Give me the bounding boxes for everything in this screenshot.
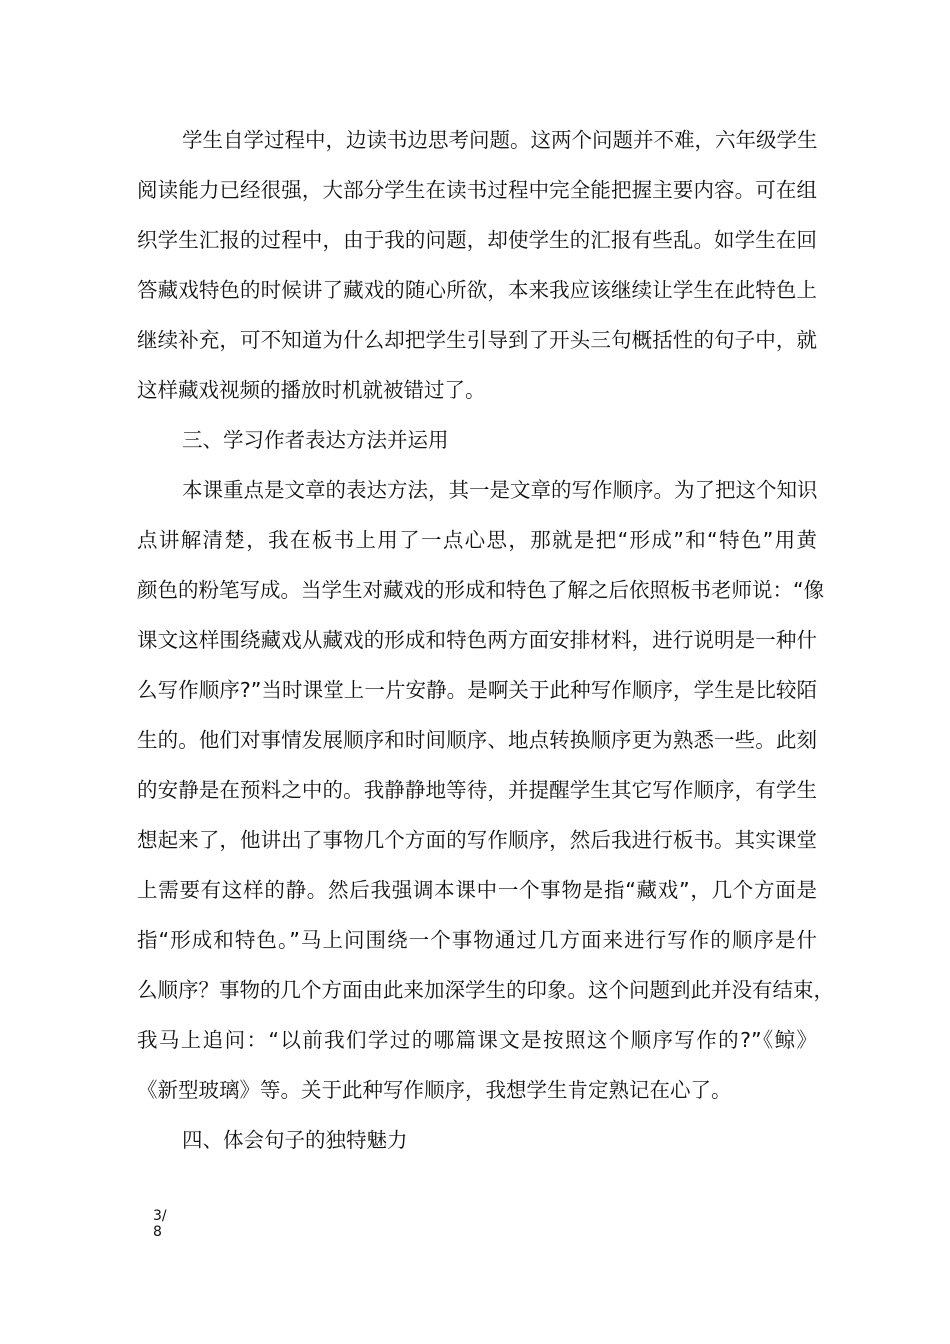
paragraph-line: 织学生汇报的过程中，由于我的问题，却使学生的汇报有些乱。如学生在回 — [137, 228, 817, 252]
section-heading: 四、体会句子的独特魅力 — [182, 1128, 408, 1152]
page-number: 3/ 8 — [153, 1208, 167, 1240]
paragraph-line: 我马上追问：“以前我们学过的哪篇课文是按照这个顺序写作的?”《鲸》 — [137, 1028, 817, 1052]
paragraph-line: 想起来了，他讲出了事物几个方面的写作顺序，然后我进行板书。其实课堂 — [137, 828, 817, 852]
paragraph-line: 课文这样围绕藏戏从藏戏的形成和特色两方面安排材料，进行说明是一种什 — [137, 628, 817, 652]
paragraph-line: 本课重点是文章的表达方法，其一是文章的写作顺序。为了把这个知识 — [182, 478, 818, 502]
paragraph-line: 答藏戏特色的时候讲了藏戏的随心所欲，本来我应该继续让学生在此特色上 — [137, 278, 817, 302]
section-heading: 三、学习作者表达方法并运用 — [182, 428, 449, 452]
paragraph-line: 《新型玻璃》等。关于此种写作顺序，我想学生肯定熟记在心了。 — [137, 1078, 732, 1102]
paragraph-line: 么顺序？事物的几个方面由此来加深学生的印象。这个问题到此并没有结束， — [137, 978, 834, 1002]
paragraph-line: 上需要有这样的静。然后我强调本课中一个事物是指“藏戏”，几个方面是 — [137, 878, 817, 902]
paragraph-line: 这样藏戏视频的播放时机就被错过了。 — [137, 378, 486, 402]
paragraph-line: 点讲解清楚，我在板书上用了一点心思，那就是把“形成”和“特色”用黄 — [137, 528, 817, 552]
paragraph-line: 阅读能力已经很强，大部分学生在读书过程中完全能把握主要内容。可在组 — [137, 178, 817, 202]
paragraph-line: 继续补充，可不知道为什么却把学生引导到了开头三句概括性的句子中，就 — [137, 328, 817, 352]
paragraph-line: 的安静是在预料之中的。我静静地等待，并提醒学生其它写作顺序，有学生 — [137, 778, 817, 802]
paragraph-line: 颜色的粉笔写成。当学生对藏戏的形成和特色了解之后依照板书老师说：“像 — [137, 578, 825, 602]
paragraph-line: 生的。他们对事情发展顺序和时间顺序、地点转换顺序更为熟悉一些。此刻 — [137, 728, 817, 752]
paragraph-line: 指“形成和特色。”马上问围绕一个事物通过几方面来进行写作的顺序是什 — [137, 928, 817, 952]
paragraph-line: 学生自学过程中，边读书边思考问题。这两个问题并不难，六年级学生 — [182, 128, 818, 152]
paragraph-line: 么写作顺序?”当时课堂上一片安静。是啊关于此种写作顺序，学生是比较陌 — [137, 678, 817, 702]
